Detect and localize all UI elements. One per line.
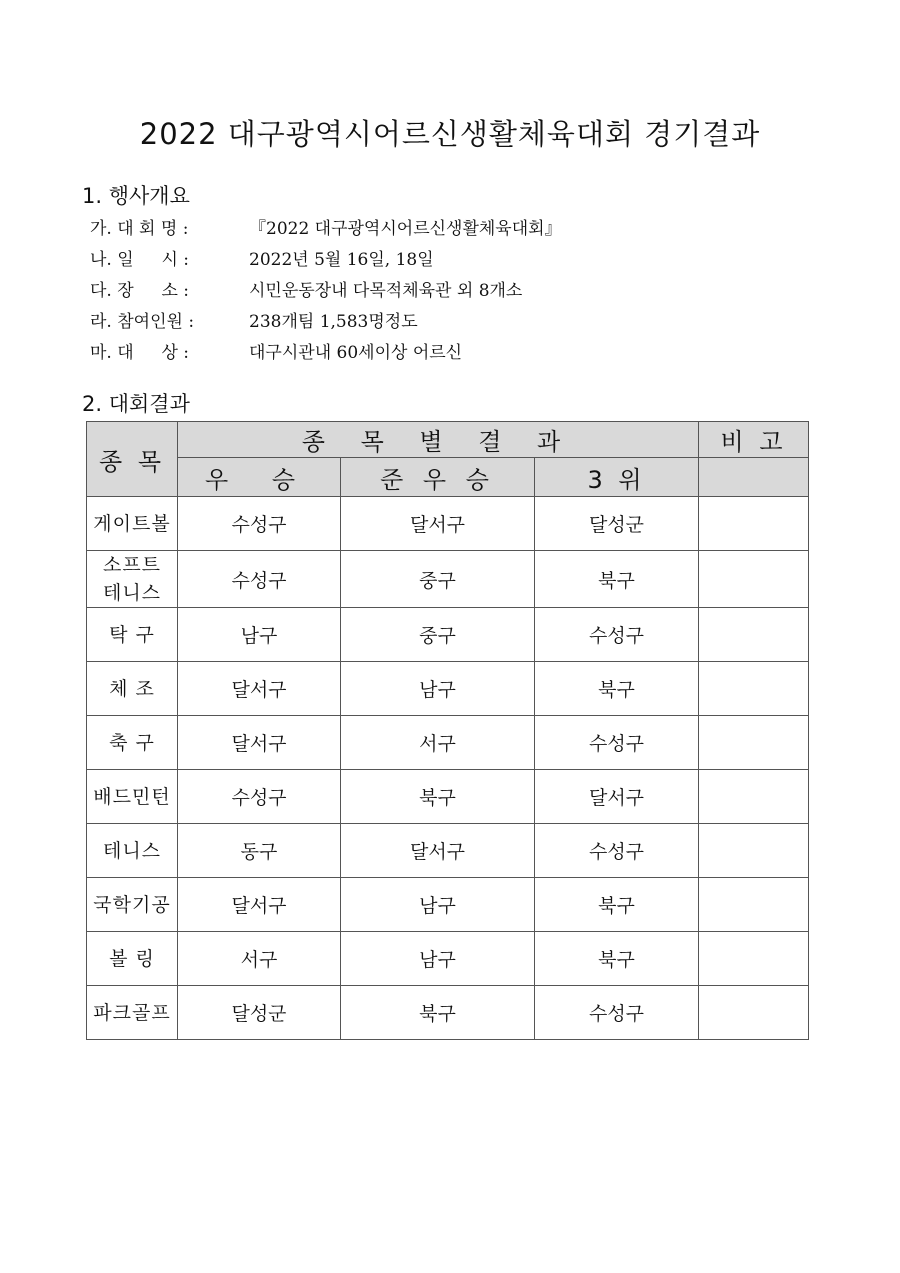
overview-item [90,338,562,369]
overview-value: 시민운동장내 다목적체육관 외 8개소 [249,281,523,301]
header-first: 우 승 [178,458,341,497]
overview-label: 마. 대 상 : [90,343,190,363]
header-second: 준 우 승 [341,458,535,497]
header-third: 3 위 [535,458,699,497]
cell-note [699,608,809,662]
overview-value: 238개팀 1,583명정도 [249,312,418,332]
cell-first: 남구 [178,608,341,662]
cell-third: 북구 [535,878,699,932]
cell-third: 수성구 [535,986,699,1040]
cell-third: 달성군 [535,497,699,551]
table-row [87,716,809,770]
header-event: 종 목 [87,422,178,497]
cell-note [699,824,809,878]
table-row [87,551,809,608]
table-header-row [87,422,809,458]
cell-second: 중구 [341,551,535,608]
cell-event-line2: 테니스 [102,582,162,604]
cell-note [699,551,809,608]
page-title: 2022 대구광역시어르신생활체육대회 경기결과 [139,117,761,151]
cell-second: 서구 [341,716,535,770]
cell-third: 수성구 [535,824,699,878]
cell-note [699,716,809,770]
cell-note [699,770,809,824]
table-row [87,662,809,716]
cell-event: 게이트볼 [87,497,178,551]
cell-first: 수성구 [178,551,341,608]
cell-event: 파크골프 [87,986,178,1040]
cell-second: 남구 [341,932,535,986]
table-row [87,497,809,551]
cell-event [87,551,178,608]
cell-first: 수성구 [178,770,341,824]
cell-third: 달서구 [535,770,699,824]
overview-label: 다. 장 소 : [90,281,190,301]
cell-first: 수성구 [178,497,341,551]
cell-first: 동구 [178,824,341,878]
cell-second: 달서구 [341,497,535,551]
cell-second: 중구 [341,608,535,662]
cell-event: 체 조 [87,662,178,716]
cell-note [699,878,809,932]
cell-second: 남구 [341,878,535,932]
cell-note [699,497,809,551]
cell-second: 달서구 [341,824,535,878]
cell-event: 볼 링 [87,932,178,986]
cell-first: 달서구 [178,662,341,716]
overview-item [90,245,562,276]
cell-note [699,932,809,986]
cell-note [699,662,809,716]
table-row [87,824,809,878]
cell-second: 북구 [341,986,535,1040]
section-heading-overview: 1. 행사개요 [82,184,190,208]
overview-list [90,214,562,369]
cell-note [699,986,809,1040]
cell-event: 축 구 [87,716,178,770]
results-table [86,421,809,1040]
cell-first: 달서구 [178,878,341,932]
cell-event: 국학기공 [87,878,178,932]
table-row [87,608,809,662]
header-note: 비 고 [699,422,809,458]
cell-event: 테니스 [87,824,178,878]
header-results-group: 종 목 별 결 과 [178,422,699,458]
cell-third: 수성구 [535,608,699,662]
overview-item [90,214,562,245]
table-row [87,932,809,986]
cell-third: 북구 [535,932,699,986]
table-subheader-row [87,458,809,497]
cell-event: 탁 구 [87,608,178,662]
section-heading-results: 2. 대회결과 [82,392,190,416]
table-row [87,878,809,932]
cell-event: 배드민턴 [87,770,178,824]
overview-value: 『2022 대구광역시어르신생활체육대회』 [249,219,562,239]
table-row [87,770,809,824]
overview-label: 나. 일 시 : [90,250,190,270]
overview-item [90,276,562,307]
overview-label: 라. 참여인원 : [90,312,195,332]
overview-value: 대구시관내 60세이상 어르신 [249,343,463,363]
cell-third: 북구 [535,662,699,716]
cell-event-line1: 소프트 [102,554,162,576]
overview-item [90,307,562,338]
table-row [87,986,809,1040]
cell-second: 북구 [341,770,535,824]
cell-first: 서구 [178,932,341,986]
overview-value: 2022년 5월 16일, 18일 [249,250,434,270]
cell-third: 북구 [535,551,699,608]
cell-first: 달성군 [178,986,341,1040]
cell-first: 달서구 [178,716,341,770]
overview-label: 가. 대 회 명 : [90,219,189,239]
header-note-blank [699,458,809,497]
cell-second: 남구 [341,662,535,716]
cell-third: 수성구 [535,716,699,770]
